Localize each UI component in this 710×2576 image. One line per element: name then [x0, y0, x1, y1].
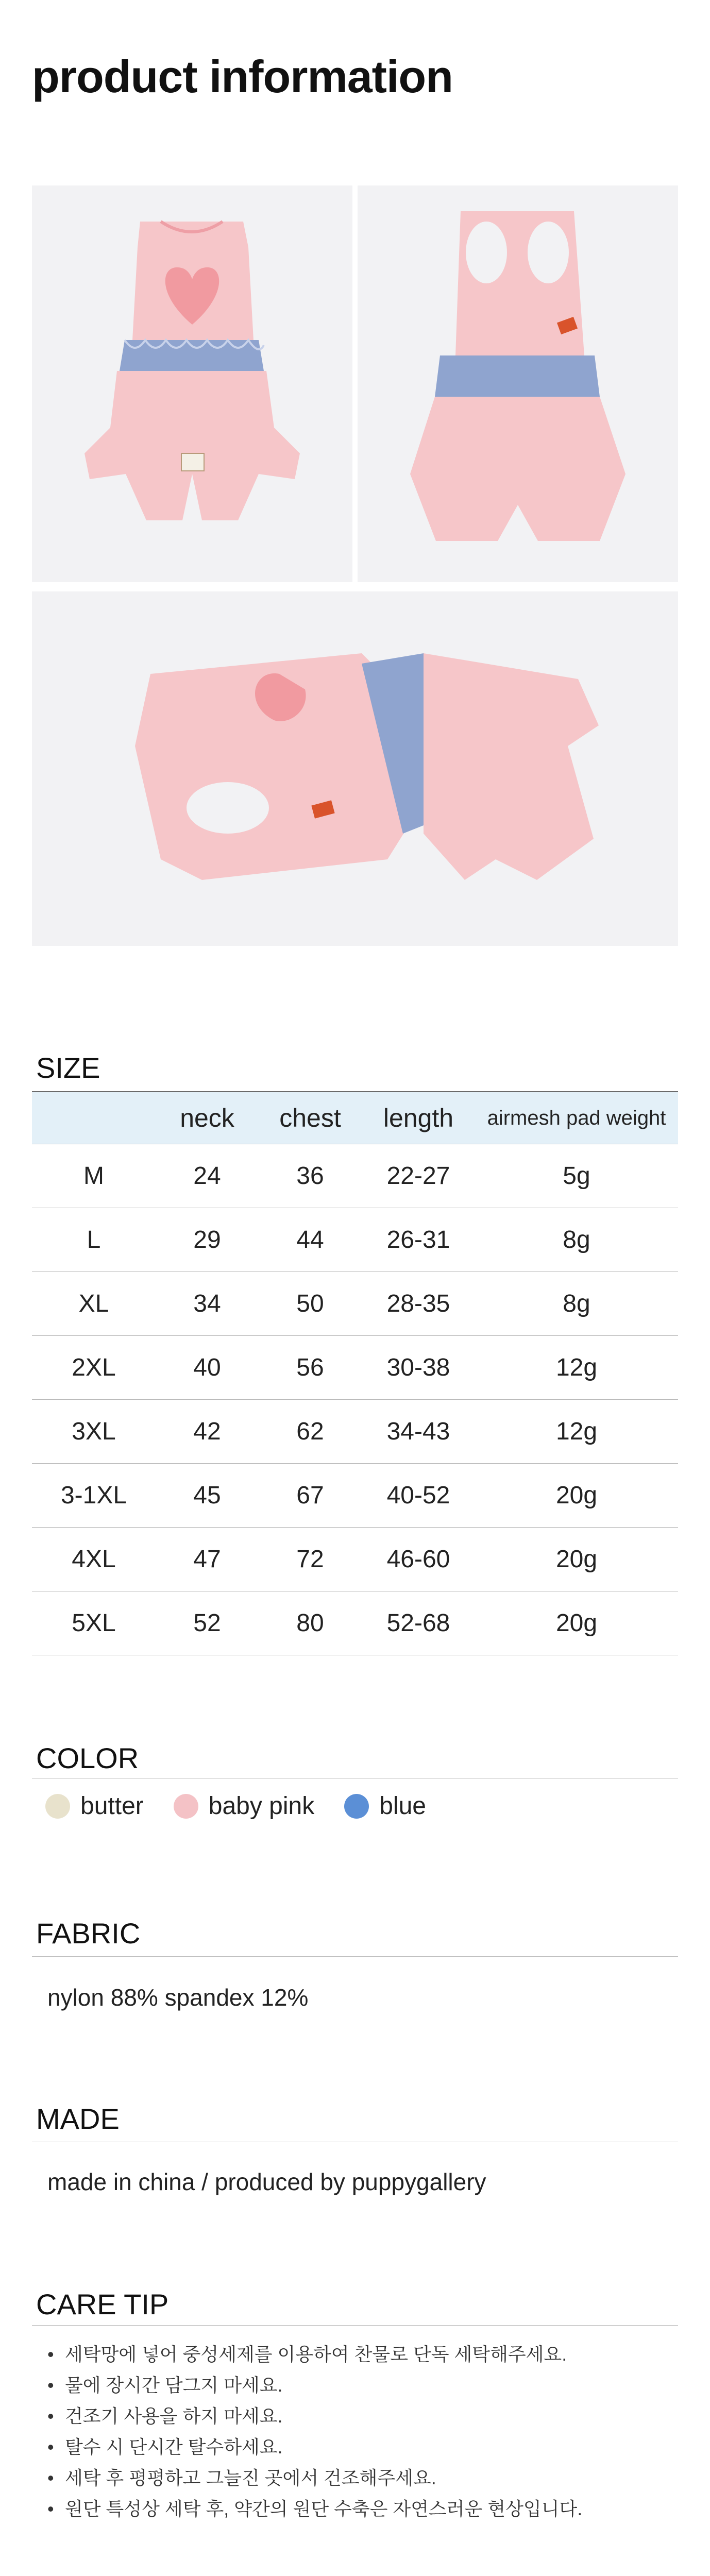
size-label-cell: M [83, 1162, 104, 1190]
color-swatch-icon [45, 1794, 70, 1819]
size-table [32, 1091, 678, 1655]
chest-cell: 67 [296, 1482, 324, 1509]
size-row [32, 1400, 678, 1464]
neck-cell: 52 [193, 1609, 221, 1637]
pad-weight-cell: 8g [563, 1290, 590, 1317]
size-row [32, 1208, 678, 1272]
col-header-pad-weight: airmesh pad weight [487, 1107, 666, 1129]
color-label: blue [379, 1792, 426, 1820]
color-chip [174, 1792, 314, 1820]
color-heading: COLOR [36, 1742, 139, 1774]
size-table-header [32, 1091, 678, 1144]
color-chip [45, 1792, 144, 1820]
length-cell: 30-38 [386, 1354, 450, 1381]
color-swatch-icon [174, 1794, 198, 1819]
chest-cell: 80 [296, 1609, 324, 1637]
chest-cell: 62 [296, 1418, 324, 1445]
length-cell: 40-52 [386, 1482, 450, 1509]
made-text: made in china / produced by puppygallery [47, 2168, 486, 2195]
pad-weight-cell: 12g [555, 1418, 598, 1445]
size-row [32, 1464, 678, 1528]
chest-cell: 44 [296, 1226, 324, 1253]
size-label-cell: 3-1XL [60, 1482, 127, 1509]
length-cell: 52-68 [386, 1609, 450, 1637]
fabric-text: nylon 88% spandex 12% [47, 1984, 309, 2011]
length-cell: 34-43 [386, 1418, 450, 1445]
color-list [45, 1792, 456, 1820]
col-header-neck: neck [180, 1104, 234, 1132]
size-label-cell: 4XL [72, 1546, 116, 1573]
care-item: • 탈수 시 단시간 탈수하세요. [47, 2432, 655, 2463]
size-label-cell: XL [78, 1290, 109, 1317]
product-photo-back [358, 185, 678, 582]
color-label: butter [80, 1792, 144, 1820]
size-label-cell: 2XL [72, 1354, 116, 1381]
color-label: baby pink [208, 1792, 315, 1820]
neck-cell: 34 [193, 1290, 221, 1317]
dog-romper-back-illustration [358, 185, 678, 582]
col-header-length: length [383, 1104, 454, 1132]
care-item: • 원단 특성상 세탁 후, 약간의 원단 수축은 자연스러운 현상입니다. [47, 2494, 655, 2524]
care-tip-list [47, 2339, 655, 2524]
size-row [32, 1336, 678, 1400]
neck-cell: 42 [193, 1418, 221, 1445]
chest-cell: 56 [296, 1354, 324, 1381]
length-cell: 22-27 [386, 1162, 450, 1190]
care-item: • 건조기 사용을 하지 마세요. [47, 2401, 655, 2432]
neck-cell: 47 [193, 1546, 221, 1573]
care-item: • 세탁망에 넣어 중성세제를 이용하여 찬물로 단독 세탁해주세요. [47, 2339, 655, 2370]
chest-cell: 36 [296, 1162, 324, 1190]
care-item: • 세탁 후 평평하고 그늘진 곳에서 건조해주세요. [47, 2463, 655, 2494]
color-chip [344, 1792, 426, 1820]
pad-weight-cell: 20g [555, 1546, 598, 1573]
care-heading: CARE TIP [36, 2288, 169, 2320]
size-label-cell: 3XL [72, 1418, 116, 1445]
care-divider [32, 2325, 678, 2326]
pad-weight-cell: 20g [555, 1482, 598, 1509]
length-cell: 28-35 [386, 1290, 450, 1317]
fabric-heading: FABRIC [36, 1917, 141, 1950]
care-item: • 물에 장시간 담그지 마세요. [47, 2370, 655, 2401]
size-row [32, 1528, 678, 1591]
size-label-cell: 5XL [72, 1609, 116, 1637]
size-row [32, 1591, 678, 1655]
size-heading: SIZE [36, 1052, 100, 1084]
neck-cell: 29 [193, 1226, 221, 1253]
size-row [32, 1144, 678, 1208]
made-heading: MADE [36, 2103, 120, 2135]
size-label-cell: L [87, 1226, 101, 1253]
pad-weight-cell: 5g [563, 1162, 590, 1190]
product-photo-front [32, 185, 352, 582]
pad-weight-cell: 20g [555, 1609, 598, 1637]
dog-romper-side-illustration [32, 591, 678, 946]
color-swatch-icon [344, 1794, 369, 1819]
pad-weight-cell: 8g [563, 1226, 590, 1253]
length-cell: 46-60 [386, 1546, 450, 1573]
page-title: product information [32, 51, 453, 102]
chest-cell: 50 [296, 1290, 324, 1317]
neck-cell: 40 [193, 1354, 221, 1381]
dog-romper-front-illustration [32, 185, 352, 582]
neck-cell: 45 [193, 1482, 221, 1509]
product-photo-side [32, 591, 678, 946]
neck-cell: 24 [193, 1162, 221, 1190]
pad-weight-cell: 12g [555, 1354, 598, 1381]
chest-cell: 72 [296, 1546, 324, 1573]
fabric-divider [32, 1956, 678, 1957]
size-row [32, 1272, 678, 1336]
length-cell: 26-31 [386, 1226, 450, 1253]
col-header-chest: chest [279, 1104, 341, 1132]
